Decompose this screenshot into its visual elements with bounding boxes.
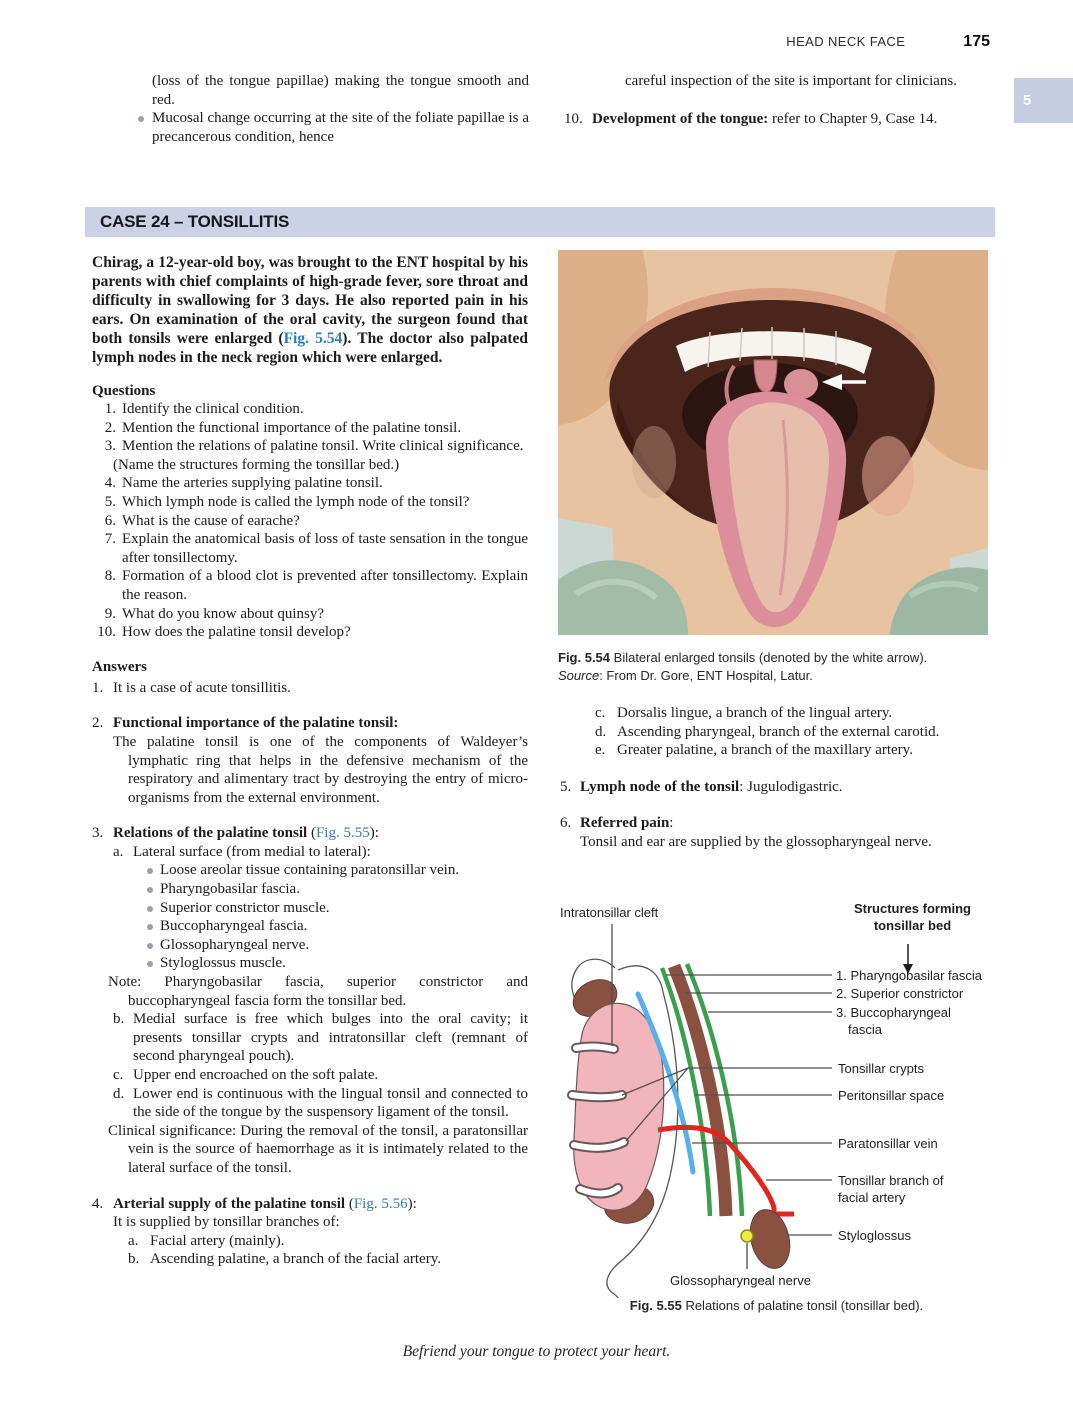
case-title-bar	[85, 207, 995, 237]
relation-bullet: Styloglossus muscle.	[113, 954, 528, 973]
case-right-column	[558, 245, 995, 1323]
answer-2-body: The palatine tonsil is one of the components of Waldeyer’s lymphatic ring that helps in the defensive mechanism of the respiratory and alimentary tract by destroying the entry of micro-organisms from the external environment.	[113, 733, 528, 806]
answers-right-column	[558, 704, 995, 852]
label-peritonsillar-space: Peritonsillar space	[838, 1087, 945, 1103]
carryover-item-1: (loss of the tongue papillae) making the tongue smooth and red.	[152, 73, 529, 108]
bullet-icon	[138, 116, 144, 122]
bullet-icon	[147, 961, 153, 967]
relation-bullet: Pharyngobasilar fascia.	[113, 880, 528, 899]
label-tonsillar-branch-2: facial artery	[838, 1189, 906, 1205]
bullet-icon	[147, 868, 153, 874]
carryover-text	[139, 72, 990, 146]
question-item: 5. Which lymph node is called the lymph node of the tonsil?	[104, 493, 470, 510]
answer-3a: a. Lateral surface (from medial to lateral):	[113, 843, 371, 860]
bullet-icon	[147, 906, 153, 912]
question-item: 6. What is the cause of earache?	[104, 512, 300, 529]
answer-1: 1. It is a case of acute tonsillitis.	[92, 679, 291, 696]
bullet-icon	[147, 887, 153, 893]
question-item: 8. Formation of a blood clot is prevented after tonsillectomy. Explain the reason.	[104, 568, 528, 603]
answer-6: 6. Referred pain: Tonsil and ear are supplied by the glossopharyngeal nerve.	[558, 814, 995, 851]
answer-3c: c. Upper end encroached on the soft palate.	[113, 1067, 379, 1083]
question-item: 7. Explain the anatomical basis of loss of taste sensation in the tongue after tonsillectomy.	[104, 531, 528, 566]
page-header	[85, 33, 990, 51]
question-item: 3. Mention the relations of palatine tonsil. Write clinical significance.	[104, 438, 524, 455]
answer-4: 4. Arterial supply of the palatine tonsil (Fig. 5.56): It is supplied by tonsillar branches of: a. Facial artery (mainly). b. Ascending palatine, a branch of the facial artery.	[85, 1195, 528, 1269]
palatine-tonsil	[574, 1003, 664, 1210]
case-left-column	[85, 245, 528, 1323]
answer-3-note: Note: Pharyngobasilar fascia, superior constrictor and buccopharyngeal fascia form the tonsillar bed.	[108, 974, 528, 1009]
link-fig-5-55[interactable]: Fig. 5.55	[315, 825, 370, 842]
carryover-left-column	[139, 72, 529, 146]
label-buccopharyngeal-fascia-2: fascia	[848, 1021, 882, 1037]
question-item: 9. What do you know about quinsy?	[104, 605, 325, 622]
label-paratonsillar-vein: Paratonsillar vein	[838, 1135, 938, 1151]
bullet-icon	[147, 943, 153, 949]
answers-heading: Answers	[92, 658, 147, 675]
relation-bullet: Loose areolar tissue containing paratonsillar vein.	[113, 861, 528, 880]
label-buccopharyngeal-fascia: 3. Buccopharyngeal	[836, 1004, 951, 1020]
label-styloglossus: Styloglossus	[838, 1227, 911, 1243]
header-section-title: HEAD NECK FACE	[786, 34, 906, 49]
answer-4c: c. Dorsalis lingue, a branch of the lingual artery.	[595, 705, 893, 721]
fig-5-54-caption: Fig. 5.54 Bilateral enlarged tonsils (denoted by the white arrow). Source: From Dr. Gore, ENT Hospital, Latur.	[558, 650, 928, 683]
label-glossopharyngeal-nerve: Glossopharyngeal nerve	[670, 1272, 811, 1288]
figure-photo-open-mouth	[558, 250, 988, 635]
label-structures-heading: Structures forming tonsillar bed	[853, 900, 971, 933]
answer-6-body: Tonsil and ear are supplied by the glossopharyngeal nerve.	[580, 833, 932, 850]
label-superior-constrictor: 2. Superior constrictor	[836, 985, 964, 1001]
answer-2: 2. Functional importance of the palatine tonsil: The palatine tonsil is one of the components of Waldeyer’s lymphatic ring that helps in the defensive mechanism of the respiratory and alimentary tract by destroying the entry of micro-organisms from the external environment.	[92, 715, 528, 806]
answer-4d: d. Ascending pharyngeal, branch of the external carotid.	[595, 723, 940, 740]
carryover-item-2: Mucosal change occurring at the site of the foliate papillae is a precancerous condition, hence	[139, 109, 529, 146]
footer-quote: Befriend your tongue to protect your heart.	[402, 1343, 671, 1360]
answer-5: 5. Lymph node of the tonsil: Jugulodigastric.	[560, 778, 843, 795]
answer-3b: b. Medial surface is free which bulges into the oral cavity; it presents tonsillar crypts and intratonsillar cleft (remnant of second pharyngeal pouch).	[113, 1011, 528, 1065]
list-item-10: 10. Development of the tongue: refer to Chapter 9, Case 14.	[564, 110, 938, 127]
case-intro-paragraph: Chirag, a 12-year-old boy, was brought to the ENT hospital by his parents with chief complaints of high-grade fever, sore throat and difficulty in swallowing for 3 days. He also reported pain in his ears. On examination of the oral cavity, the surgeon found that both tonsils were enlarged (Fig. 5.54). The doctor also palpated lymph nodes in the neck region which were enlarged.	[92, 254, 528, 366]
questions-heading: Questions	[92, 383, 156, 399]
link-fig-5-54[interactable]: Fig. 5.54	[283, 330, 343, 347]
answer-3d: d. Lower end is continuous with the lingual tonsil and connected to the side of the tongue by the suspensory ligament of the tonsil.	[113, 1085, 528, 1121]
label-tonsillar-branch: Tonsillar branch of	[838, 1172, 944, 1188]
answer-4-intro: It is supplied by tonsillar branches of:	[113, 1214, 340, 1231]
question-note: (Name the structures forming the tonsillar bed.)	[113, 456, 400, 473]
link-fig-5-56[interactable]: Fig. 5.56	[353, 1195, 408, 1212]
glossopharyngeal-nerve-dot	[741, 1230, 753, 1242]
label-tonsillar-crypts: Tonsillar crypts	[838, 1060, 924, 1076]
carryover-continuation: careful inspection of the site is important for clinicians.	[625, 73, 957, 89]
question-item: 1. Identify the clinical condition.	[104, 401, 304, 417]
answer-4e: e. Greater palatine, a branch of the maxillary artery.	[595, 742, 913, 759]
page-number: 175	[963, 33, 990, 50]
relation-bullet: Superior constrictor muscle.	[113, 899, 528, 918]
answer-4b: b. Ascending palatine, a branch of the facial artery.	[128, 1251, 441, 1268]
carryover-right-column	[542, 72, 990, 146]
questions-list	[85, 400, 528, 642]
answer-3-clinical: Clinical significance: During the removal of the tonsil, a paratonsillar vein is the source of haemorrhage as it is intimately related to the lateral surface of the tonsil.	[108, 1122, 528, 1176]
case-section	[85, 207, 995, 1323]
chapter-side-tab[interactable]: 5	[1014, 78, 1073, 123]
case-title: CASE 24 – TONSILLITIS	[100, 212, 290, 231]
question-item: 4. Name the arteries supplying palatine tonsil.	[104, 475, 383, 492]
relation-bullet: Glossopharyngeal nerve.	[113, 936, 528, 955]
bullet-icon	[147, 924, 153, 930]
answer-3: 3. Relations of the palatine tonsil (Fig. 5.55): a. Lateral surface (from medial to lateral): Loose areolar tissue containing paratonsillar vein. Pharyngobasilar fascia. Superior constrictor muscle. Buccopharyngeal fascia. Glossopharyngeal nerve. Styloglossus muscle. Note: Pharyngobasilar fascia, superior constrictor and buccopharyngeal fascia form the tonsillar bed. b. Medial surface is free which bulges into the oral cavity; it presents tonsillar crypts and intratonsillar cleft (remnant of second pharyngeal pouch). c. Upper end encroached on the soft palate. d. Lower end is continuous with the lingual tonsil and connected to the side of the tongue by the suspensory ligament of the tonsil. Clinical significance: During the removal of the tonsil, a paratonsillar vein is the source of haemorrhage as it is intimately related to the lateral surface of the tonsil.	[92, 825, 528, 1176]
relation-bullet: Buccopharyngeal fascia.	[113, 917, 528, 936]
answer-4a: a. Facial artery (mainly).	[128, 1232, 285, 1249]
label-intratonsillar-cleft: Intratonsillar cleft	[560, 904, 659, 920]
question-item: 2. Mention the functional importance of the palatine tonsil.	[104, 419, 462, 436]
label-pharyngobasilar-fascia: 1. Pharyngobasilar fascia	[836, 967, 982, 983]
fig-5-55-caption: Fig. 5.55 Relations of palatine tonsil (tonsillar bed).	[629, 1297, 924, 1313]
figure-diagram-tonsillar-bed	[558, 898, 995, 1323]
question-item: 10. How does the palatine tonsil develop?	[97, 624, 351, 641]
